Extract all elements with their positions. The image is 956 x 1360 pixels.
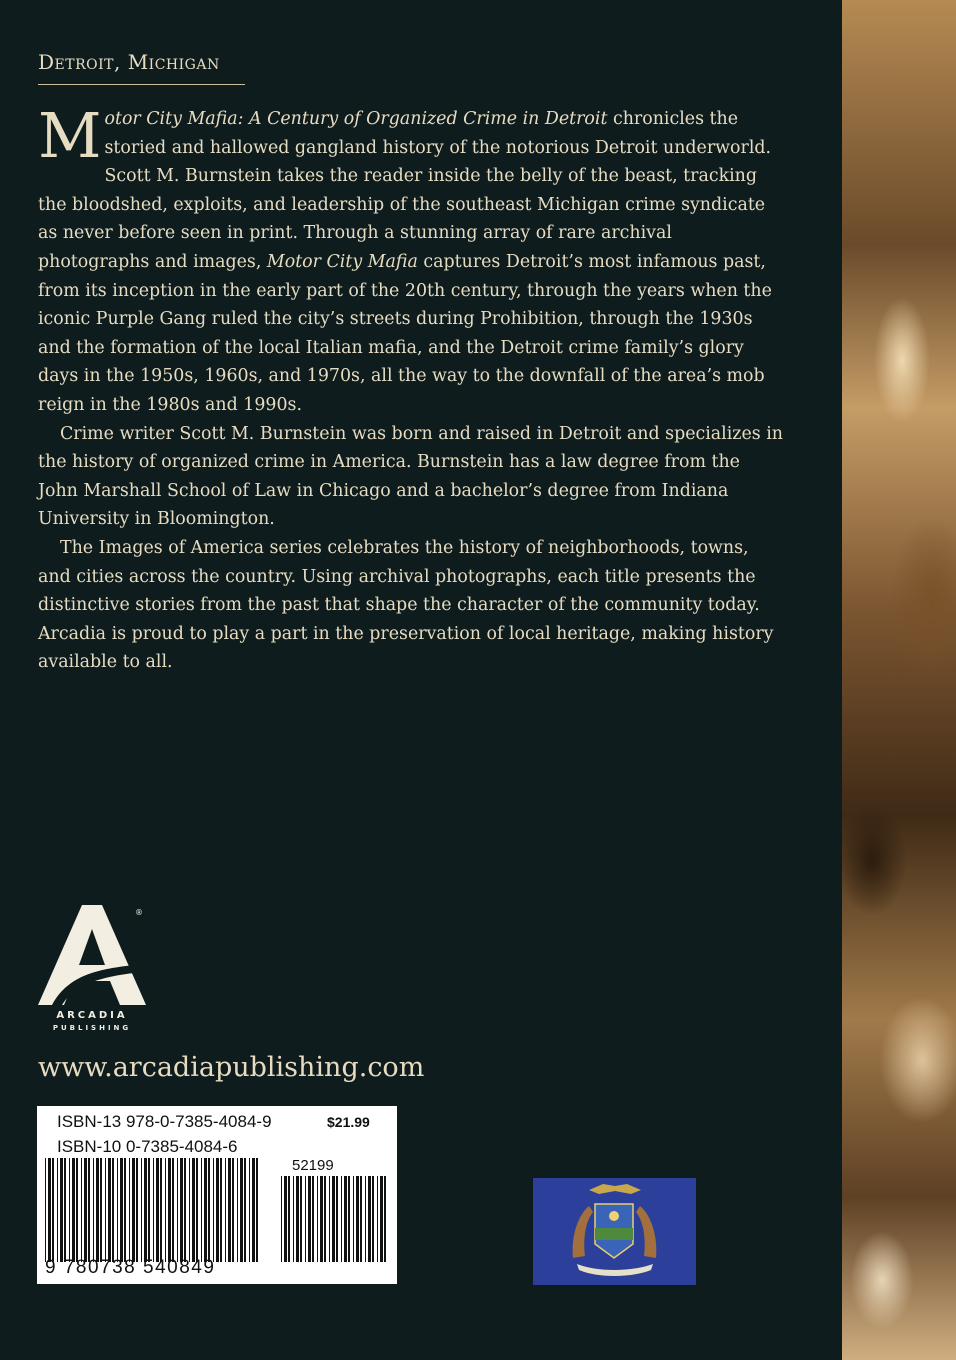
barcode-bar <box>204 1158 207 1262</box>
price-addon-barcode-icon <box>281 1176 387 1262</box>
addon-bar <box>336 1176 338 1262</box>
isbn-10: ISBN-10 0-7385-4084-6 <box>57 1137 238 1156</box>
barcode-bar <box>57 1158 58 1262</box>
barcode-bar <box>216 1158 219 1262</box>
barcode-bar <box>88 1158 90 1262</box>
description-paragraph <box>38 99 783 420</box>
addon-bar <box>288 1176 290 1262</box>
author-bio-paragraph: Crime writer Scott M. Burnstein was born and raised in Detroit and specializes in the history of organized crime in America. Burnstein has a law degree from the John Marshall School of Law in Chicago and a bachelor’s degree from Indiana University in Bloomington. <box>38 423 783 530</box>
barcode-bar <box>148 1158 150 1262</box>
sepia-photo-strip <box>842 0 956 1360</box>
barcode-bar <box>112 1158 114 1262</box>
addon-bar <box>293 1176 294 1262</box>
cover-copy <box>38 99 783 677</box>
addon-bar <box>305 1176 306 1262</box>
addon-bar <box>320 1176 323 1262</box>
barcode-bar <box>192 1158 195 1262</box>
barcode-bar <box>180 1158 183 1262</box>
addon-bar <box>368 1176 371 1262</box>
barcode-bar <box>108 1158 111 1262</box>
barcode-bar <box>153 1158 154 1262</box>
barcode-bar <box>52 1158 54 1262</box>
addon-bar <box>377 1176 378 1262</box>
addon-bar <box>300 1176 302 1262</box>
barcode-bar <box>120 1158 123 1262</box>
addon-bar <box>341 1176 342 1262</box>
barcode-bar <box>232 1158 234 1262</box>
barcode-bar <box>124 1158 126 1262</box>
barcode-bar <box>196 1158 198 1262</box>
barcode-bar <box>60 1158 63 1262</box>
addon-bar <box>324 1176 326 1262</box>
barcode-bar <box>201 1158 202 1262</box>
addon-bar <box>348 1176 350 1262</box>
barcode-bar <box>172 1158 174 1262</box>
addon-bar <box>360 1176 362 1262</box>
addon-bar <box>353 1176 354 1262</box>
barcode-bar <box>84 1158 87 1262</box>
barcode-bar <box>100 1158 102 1262</box>
isbn-13: ISBN-13 978-0-7385-4084-9 <box>57 1112 272 1131</box>
book-title-short-italic: Motor City Mafia <box>266 251 418 272</box>
price-code: 52199 <box>292 1157 334 1174</box>
barcode-bar <box>240 1158 243 1262</box>
book-title-italic: otor City Mafia: A Century of Organized Crime in Detroit <box>104 109 608 129</box>
drop-cap: M <box>38 99 102 172</box>
addon-bar <box>372 1176 374 1262</box>
ean-barcode-icon <box>45 1158 263 1262</box>
addon-bar <box>281 1176 282 1262</box>
series-blurb-paragraph: The Images of America series celebrates the history of neighborhoods, towns, and cities across the country. Using archival photographs, each title presents the distinctive stories from the past that shape the character of the community today. Arcadia is proud to play a part in the preservation of local heritage, making history available to all. <box>38 537 774 673</box>
barcode-bar <box>72 1158 75 1262</box>
addon-bar <box>317 1176 318 1262</box>
arcadia-logo-icon <box>38 905 146 1033</box>
barcode-bar <box>96 1158 99 1262</box>
barcode-bar <box>208 1158 210 1262</box>
barcode-bar <box>76 1158 78 1262</box>
logo-arcadia-text: ARCADIA <box>56 1010 128 1021</box>
logo-publishing-text: PUBLISHING <box>52 1024 132 1032</box>
barcode-bar <box>156 1158 159 1262</box>
barcode-bar <box>45 1158 46 1262</box>
barcode-box <box>37 1106 397 1284</box>
barcode-bar <box>168 1158 171 1262</box>
barcode-bar <box>105 1158 106 1262</box>
barcode-bar <box>117 1158 118 1262</box>
barcode-bar <box>144 1158 147 1262</box>
addon-bar <box>384 1176 386 1262</box>
location-heading: Detroit, Michigan <box>38 50 220 74</box>
addon-bar <box>380 1176 383 1262</box>
barcode-bar <box>64 1158 66 1262</box>
barcode-bar <box>252 1158 255 1262</box>
barcode-bar <box>165 1158 166 1262</box>
barcode-bar <box>189 1158 190 1262</box>
barcode-bar <box>93 1158 94 1262</box>
description-text-1: chronicles the storied and hallowed gangland history of the notorious Detroit underworld. Scott M. Burnstein takes the reader inside the belly of the beast, tracking the bloodshed, exploits, and leadership of the southeast Michigan crime syndicate as never before seen in print. Through a stunning array of rare archival photographs and images, <box>38 109 772 272</box>
barcode-bar <box>136 1158 138 1262</box>
barcode-bar <box>213 1158 214 1262</box>
barcode-bar <box>244 1158 246 1262</box>
heading-rule <box>38 84 245 85</box>
publisher-url: www.arcadiapublishing.com <box>38 1052 425 1083</box>
barcode-bar <box>256 1158 258 1262</box>
addon-bar <box>308 1176 311 1262</box>
addon-bar <box>284 1176 287 1262</box>
description-text-2: captures Detroit’s most infamous past, from its inception in the early part of the 20th century, through the years when the iconic Purple Gang ruled the city’s streets during Prohibition, through the 1930s and the formation of the local Italian mafia, and the Detroit crime family’s glory days in the 1950s, 1960s, and 1970s, all the way to the downfall of the area’s mob reign in the 1980s and 1990s. <box>38 251 772 415</box>
price-label: $21.99 <box>327 1114 370 1130</box>
barcode-bar <box>177 1158 178 1262</box>
barcode-bar <box>225 1158 226 1262</box>
addon-bar <box>365 1176 366 1262</box>
barcode-bar <box>69 1158 70 1262</box>
addon-bar <box>344 1176 347 1262</box>
barcode-bar <box>48 1158 51 1262</box>
barcode-bar <box>160 1158 162 1262</box>
barcode-bar <box>228 1158 231 1262</box>
barcode-bar <box>184 1158 186 1262</box>
addon-bar <box>356 1176 359 1262</box>
barcode-bar <box>81 1158 82 1262</box>
barcode-bar <box>141 1158 142 1262</box>
barcode-bar <box>249 1158 250 1262</box>
addon-bar <box>329 1176 330 1262</box>
registered-mark: ® <box>135 908 143 917</box>
barcode-digits: 9 780738 540849 <box>45 1257 216 1278</box>
addon-bar <box>332 1176 335 1262</box>
barcode-bar <box>132 1158 135 1262</box>
barcode-bar <box>129 1158 130 1262</box>
barcode-bar <box>237 1158 238 1262</box>
barcode-bar <box>220 1158 222 1262</box>
addon-bar <box>312 1176 314 1262</box>
addon-bar <box>296 1176 299 1262</box>
michigan-state-flag-icon <box>533 1178 696 1285</box>
